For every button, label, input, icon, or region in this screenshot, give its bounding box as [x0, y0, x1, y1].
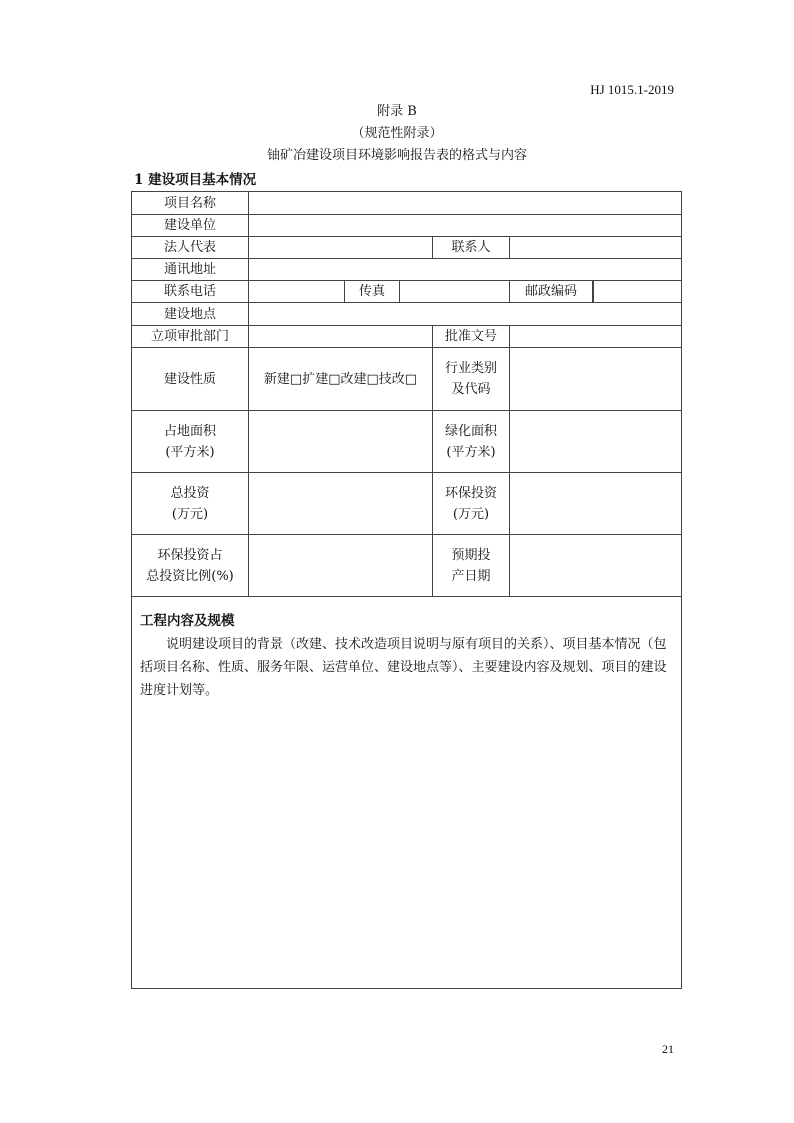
engineering-scale-title: 工程内容及规模 — [140, 613, 235, 629]
standard-code: HJ 1015.1-2019 — [590, 82, 674, 97]
approval-doc-field[interactable] — [510, 326, 681, 348]
green-area-label — [433, 411, 510, 473]
section-title: 1 建设项目基本情况 — [134, 172, 257, 188]
approval-dept-label: 立项审批部门 — [132, 326, 249, 348]
postal-code-divider — [593, 281, 594, 303]
project-info-form — [131, 191, 682, 989]
mailing-address-label: 通讯地址 — [132, 259, 249, 281]
approval-doc-label: 批准文号 — [433, 326, 510, 348]
production-date-label — [433, 535, 510, 597]
area-label-line1: 占地面积 — [163, 423, 216, 439]
env-investment-label-line2: (万元) — [452, 506, 490, 522]
project-name-field[interactable] — [249, 192, 681, 215]
site-field[interactable] — [249, 303, 681, 326]
approval-dept-field[interactable] — [249, 326, 433, 348]
phone-label: 联系电话 — [132, 281, 249, 303]
postal-code-field[interactable] — [593, 281, 681, 303]
green-area-label-line1: 绿化面积 — [444, 423, 497, 439]
industry-label-line2: 及代码 — [451, 382, 491, 397]
env-ratio-label — [132, 535, 249, 597]
total-investment-field[interactable] — [249, 473, 433, 535]
page-number: 21 — [662, 1042, 674, 1056]
mailing-address-field[interactable] — [249, 259, 681, 281]
industry-field[interactable] — [510, 348, 681, 411]
appendix-type: （规范性附录） — [351, 126, 443, 141]
contact-person-label: 联系人 — [433, 237, 510, 259]
fax-field[interactable] — [400, 281, 510, 303]
total-investment-label-line2: (万元) — [171, 506, 209, 522]
fax-label: 传真 — [345, 281, 400, 303]
construction-unit-label: 建设单位 — [132, 215, 249, 237]
engineering-scale-section[interactable] — [132, 597, 681, 702]
production-date-label-line1: 预期投 — [451, 547, 491, 563]
production-date-field[interactable] — [510, 535, 681, 597]
green-area-field[interactable] — [510, 411, 681, 473]
total-investment-label — [132, 473, 249, 535]
total-investment-label-line1: 总投资 — [170, 485, 210, 501]
engineering-scale-description: 说明建设项目的背景（改建、技术改造项目说明与原有项目的关系）、项目基本情况（包括项目名称、性质、服务年限、运营单位、建设地点等）、主要建设内容及规划、项目的建设进度计划等。 — [140, 637, 667, 698]
production-date-label-line2: 产日期 — [451, 568, 491, 584]
site-label: 建设地点 — [132, 303, 249, 326]
area-field[interactable] — [249, 411, 433, 473]
env-investment-label — [433, 473, 510, 535]
project-name-label: 项目名称 — [132, 192, 249, 215]
env-ratio-label-line2: 总投资比例(%) — [146, 568, 234, 584]
industry-label-line1: 行业类别 — [444, 361, 497, 376]
env-investment-label-line1: 环保投资 — [444, 485, 497, 501]
appendix-label: 附录 B — [377, 104, 417, 119]
env-investment-field[interactable] — [510, 473, 681, 535]
contact-person-field[interactable] — [510, 237, 681, 259]
construction-unit-field[interactable] — [249, 215, 681, 237]
legal-rep-field[interactable] — [249, 237, 433, 259]
industry-label — [433, 348, 510, 411]
phone-field[interactable] — [249, 281, 345, 303]
postal-code-label: 邮政编码 — [510, 281, 593, 303]
legal-rep-label: 法人代表 — [132, 237, 249, 259]
nature-options[interactable]: 新建□扩建□改建□技改□ — [249, 348, 433, 411]
area-label-line2: (平方米) — [165, 444, 215, 460]
env-ratio-label-line1: 环保投资占 — [157, 547, 223, 563]
appendix-title: 铀矿冶建设项目环境影响报告表的格式与内容 — [266, 148, 527, 163]
green-area-label-line2: (平方米) — [446, 444, 496, 460]
nature-label: 建设性质 — [132, 348, 249, 411]
env-ratio-field[interactable] — [249, 535, 433, 597]
area-label — [132, 411, 249, 473]
